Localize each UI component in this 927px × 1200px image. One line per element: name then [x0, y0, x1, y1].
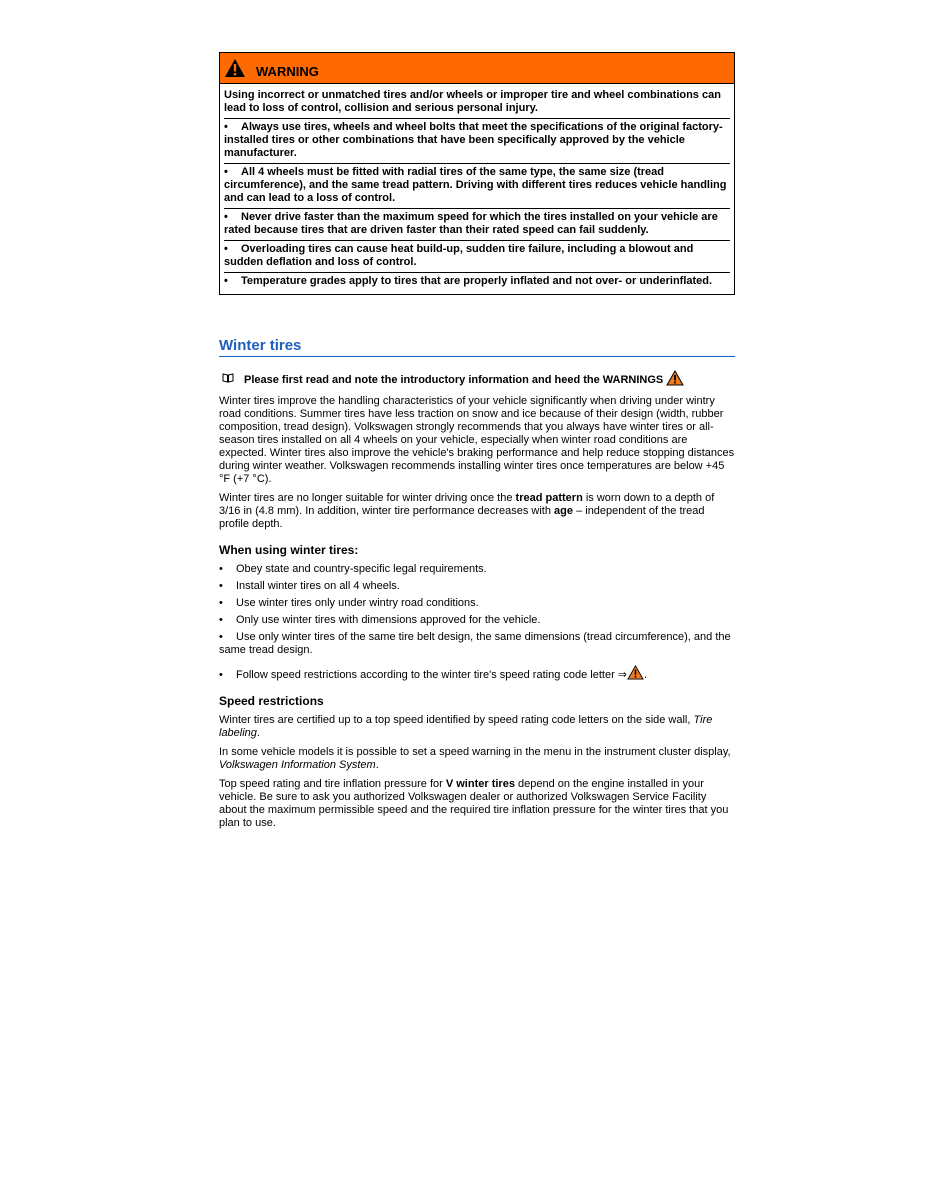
warning-body — [220, 84, 734, 294]
paragraph: Winter tires are no longer suitable for winter driving once the tread pattern is worn down to a depth of 3/16 in (4.8 mm). In addition, winter tire performance decreases with age – independent of the tread profile depth. — [219, 492, 715, 530]
warning-triangle-icon[interactable] — [627, 669, 644, 681]
bullet-icon: • — [224, 243, 228, 255]
paragraph: Top speed rating and tire inflation pressure for V winter tires depend on the engine installed in your vehicle. Be sure to ask you authorized Volkswagen dealer or authorized Volkswagen Service Facility about the maximum permissible speed and the required tire inflation pressure for the winter tires that you plan to use. — [219, 778, 729, 829]
bullet-icon: • — [224, 275, 228, 287]
subheading: Speed restrictions — [219, 694, 324, 708]
section-title: Winter tires — [219, 337, 735, 357]
bullet-icon: • — [224, 166, 228, 178]
bullet-icon: • — [219, 614, 223, 626]
paragraph: Winter tires are certified up to a top speed identified by speed rating code letters on the side wall, Tire labeling. — [219, 714, 713, 739]
bullet-icon: • — [219, 597, 223, 609]
manual-page — [219, 52, 735, 830]
warning-header — [220, 53, 734, 84]
cross-reference-link[interactable]: Tire labeling — [219, 714, 713, 739]
list-item: • Install winter tires on all 4 wheels. — [219, 580, 400, 592]
bullet-icon: • — [219, 669, 223, 681]
warning-bullet: • All 4 wheels must be fitted with radial tires of the same type, the same size (tread circumference), and the same tread pattern. Driving with different tires reduces vehicle handling and can lead to a loss of control. — [224, 163, 730, 208]
list-item: • Use only winter tires of the same tire belt design, the same dimensions (tread circumference), and the same tread design. — [219, 631, 731, 656]
subheading: When using winter tires: — [219, 543, 359, 557]
bullet-icon: • — [224, 211, 228, 223]
warning-triangle-icon[interactable] — [663, 370, 684, 389]
bullet-icon: • — [224, 121, 228, 133]
warning-bullet: • Overloading tires can cause heat build-up, sudden tire failure, including a blowout and sudden deflation and loss of control. — [224, 240, 730, 272]
list-item: • Follow speed restrictions according to the winter tire's speed rating code letter ⇒ . — [219, 665, 735, 682]
bullet-icon: • — [219, 580, 223, 592]
warning-bullet: • Temperature grades apply to tires that are properly inflated and not over- or underinflated. — [224, 272, 730, 291]
bullet-icon: • — [219, 563, 223, 575]
list-item: • Obey state and country-specific legal requirements. — [219, 563, 487, 575]
bullet-icon: • — [219, 631, 223, 643]
warning-bullet: • Never drive faster than the maximum speed for which the tires installed on your vehicle are rated because tires that are driven faster than their rated speed can fail suddenly. — [224, 208, 730, 240]
warning-box — [219, 52, 735, 295]
warning-triangle-icon — [224, 58, 246, 78]
warning-title: WARNING — [256, 63, 319, 79]
list-item: • Only use winter tires with dimensions approved for the vehicle. — [219, 614, 541, 626]
winter-tire-list — [219, 563, 735, 682]
book-icon — [219, 373, 234, 386]
warning-intro: Using incorrect or unmatched tires and/or wheels or improper tire and wheel combinations can lead to loss of control, collision and serious personal injury. — [224, 89, 721, 114]
intro-note: Please first read and note the introductory information and heed the WARNINGS — [219, 370, 735, 389]
warning-bullet: • Always use tires, wheels and wheel bolts that meet the specifications of the original factory-installed tires or other combinations that have been specifically approved by the vehicle manufacturer. — [224, 118, 730, 163]
cross-reference-link[interactable]: Volkswagen Information System — [219, 759, 376, 771]
list-item: • Use winter tires only under wintry road conditions. — [219, 597, 479, 609]
paragraph: Winter tires improve the handling characteristics of your vehicle significantly when driving under wintry road conditions. Summer tires have less traction on snow and ice because of their design (width, rubber composition, tread design). Volkswagen strongly recommends that you always have winter tires or all-season tires installed on all 4 wheels on your vehicle, especially when winter road conditions are expected. Winter tires also improve the vehicle's braking performance and help reduce stopping distances during winter weather. Volkswagen recommends installing winter tires once temperatures are below +45 °F (+7 °C). — [219, 395, 735, 485]
paragraph: In some vehicle models it is possible to set a speed warning in the menu in the instrument cluster display, Volkswagen Information System. — [219, 746, 731, 771]
